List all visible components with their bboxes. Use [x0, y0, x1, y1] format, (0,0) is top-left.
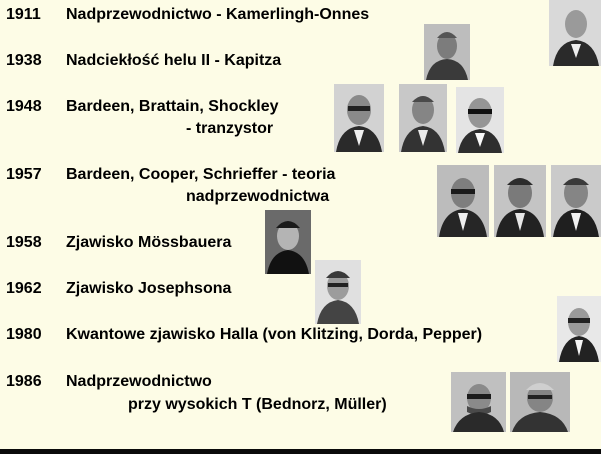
event-1911: Nadprzewodnictwo - Kamerlingh-Onnes — [66, 6, 370, 23]
event-1948: Bardeen, Brattain, Shockley — [66, 98, 279, 115]
bottom-bar — [0, 449, 601, 454]
portrait-photo — [551, 165, 601, 237]
year-1986: 1986 — [6, 373, 42, 390]
portrait-photo — [424, 24, 470, 80]
event-1962: Zjawisko Josephsona — [66, 280, 232, 297]
event-1958: Zjawisko Mössbauera — [66, 234, 232, 251]
portrait-photo — [437, 165, 489, 237]
year-1948: 1948 — [6, 98, 42, 115]
portrait-photo — [334, 84, 384, 152]
portrait-photo — [494, 165, 546, 237]
year-1958: 1958 — [6, 234, 42, 251]
portrait-photo — [456, 87, 504, 153]
event-1948-line2: - tranzystor — [186, 120, 274, 137]
year-1957: 1957 — [6, 166, 42, 183]
portrait-photo — [399, 84, 447, 152]
portrait-photo — [315, 260, 361, 324]
year-1962: 1962 — [6, 280, 42, 297]
event-1938: Nadciekłość helu II - Kapitza — [66, 52, 282, 69]
portrait-photo — [549, 0, 601, 66]
event-1986-line2: przy wysokich T (Bednorz, Müller) — [128, 396, 387, 413]
event-1957: Bardeen, Cooper, Schrieffer - teoria — [66, 166, 336, 183]
portrait-photo — [451, 372, 506, 432]
event-1986: Nadprzewodnictwo — [66, 373, 212, 390]
portrait-photo — [557, 296, 601, 362]
year-1980: 1980 — [6, 326, 42, 343]
year-1938: 1938 — [6, 52, 42, 69]
event-1980: Kwantowe zjawisko Halla (von Klitzing, Dorda, Pepper) — [66, 326, 483, 343]
year-1911: 1911 — [6, 6, 41, 23]
portrait-photo — [265, 210, 311, 274]
portrait-photo — [510, 372, 570, 432]
event-1957-line2: nadprzewodnictwa — [186, 188, 330, 205]
